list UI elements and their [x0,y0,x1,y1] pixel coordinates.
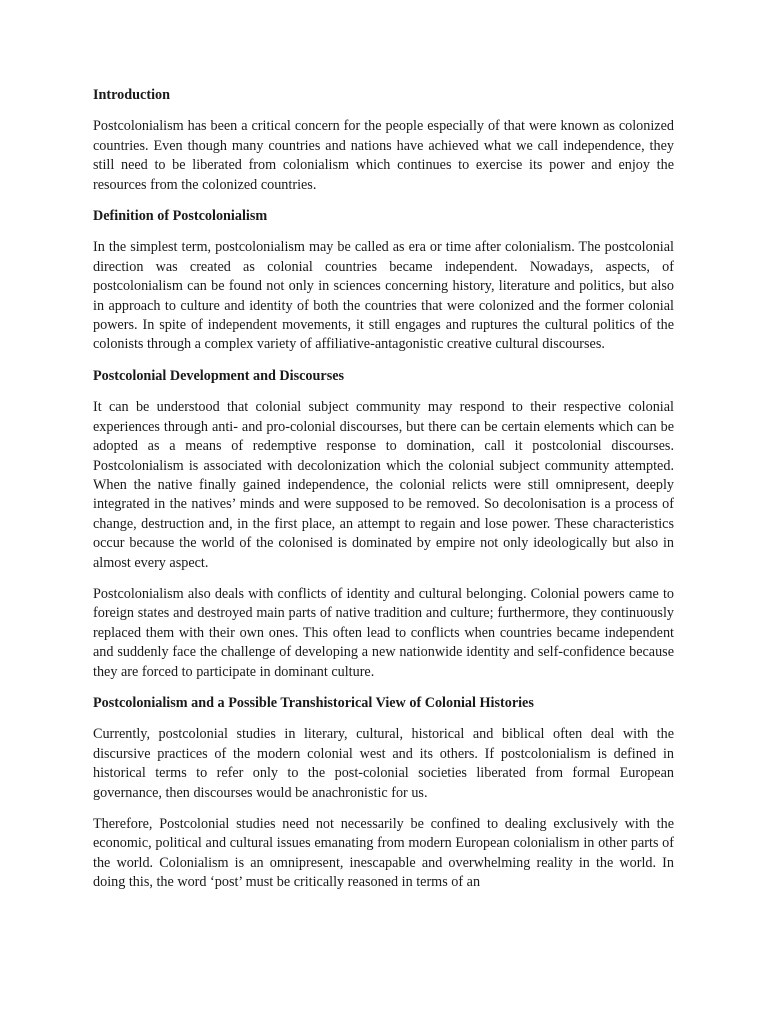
section-development [93,367,674,682]
paragraph: Therefore, Postcolonial studies need not necessarily be confined to dealing exclusively with the economic, political and cultural issues emanating from modern European colonialism in other parts of the world. Colonialism is an omnipresent, inescapable and overwhelming reality in the world. In doing this, the word ‘post’ must be critically reasoned in terms of an [93,816,674,891]
paragraph: It can be understood that colonial subject community may respond to their respective colonial experiences through anti- and pro-colonial discourses, but there can be certain elements which can be adopted as a means of redemptive response to domination, call it postcolonial discourses. Postcolonialism is associated with decolonization which the colonial subject community attempted. When the native finally gained independence, the colonial relicts were still omnipresent, deeply integrated in the natives’ minds and were supposed to be removed. So decolonisation is a process of change, destruction and, in the first place, an attempt to regain and lose power. These characteristics occur because the world of the colonised is dominated by empire not only ideologically but also in almost every aspect. [93,399,674,571]
section-heading: Definition of Postcolonialism [93,208,268,225]
paragraph: Postcolonialism has been a critical concern for the people especially of that were known as colonized countries. Even though many countries and nations have achieved what we call independence, they still need to be liberated from colonialism which continues to exercise its power and enjoy the resources from the colonized countries. [93,118,674,193]
section-definition [93,207,674,355]
paragraph: Postcolonialism also deals with conflicts of identity and cultural belonging. Colonial powers came to foreign states and destroyed main parts of native tradition and culture; furthermore, they continuously replaced them with their own ones. This often lead to conflicts when countries became independent and suddenly face the challenge of developing a new nationwide identity and self-confidence because they are forced to participate in dominant culture. [93,585,674,680]
section-heading: Postcolonialism and a Possible Transhistorical View of Colonial Histories [93,694,534,711]
section-transhistorical [93,694,674,893]
document-page [93,86,674,905]
paragraph: In the simplest term, postcolonialism may be called as era or time after colonialism. The postcolonial direction was created as colonial countries became independent. Nowadays, aspects, of postcolonialism can be found not only in sciences concerning history, literature and politics, but also in approach to culture and identity of both the countries that were colonized and the former colonial powers. In spite of independent movements, it still engages and ruptures the cultural politics of the colonists through a complex variety of affiliative-antagonistic creative cultural discourses. [93,239,674,353]
section-heading: Introduction [93,87,170,103]
section-introduction [93,86,674,195]
paragraph: Currently, postcolonial studies in literary, cultural, historical and biblical often deal with the discursive practices of the modern colonial west and its others. If postcolonialism is defined in historical terms to refer only to the post-colonial societies liberated from formal European governance, then discourses would be anachronistic for us. [93,726,674,801]
section-heading: Postcolonial Development and Discourses [93,367,345,384]
